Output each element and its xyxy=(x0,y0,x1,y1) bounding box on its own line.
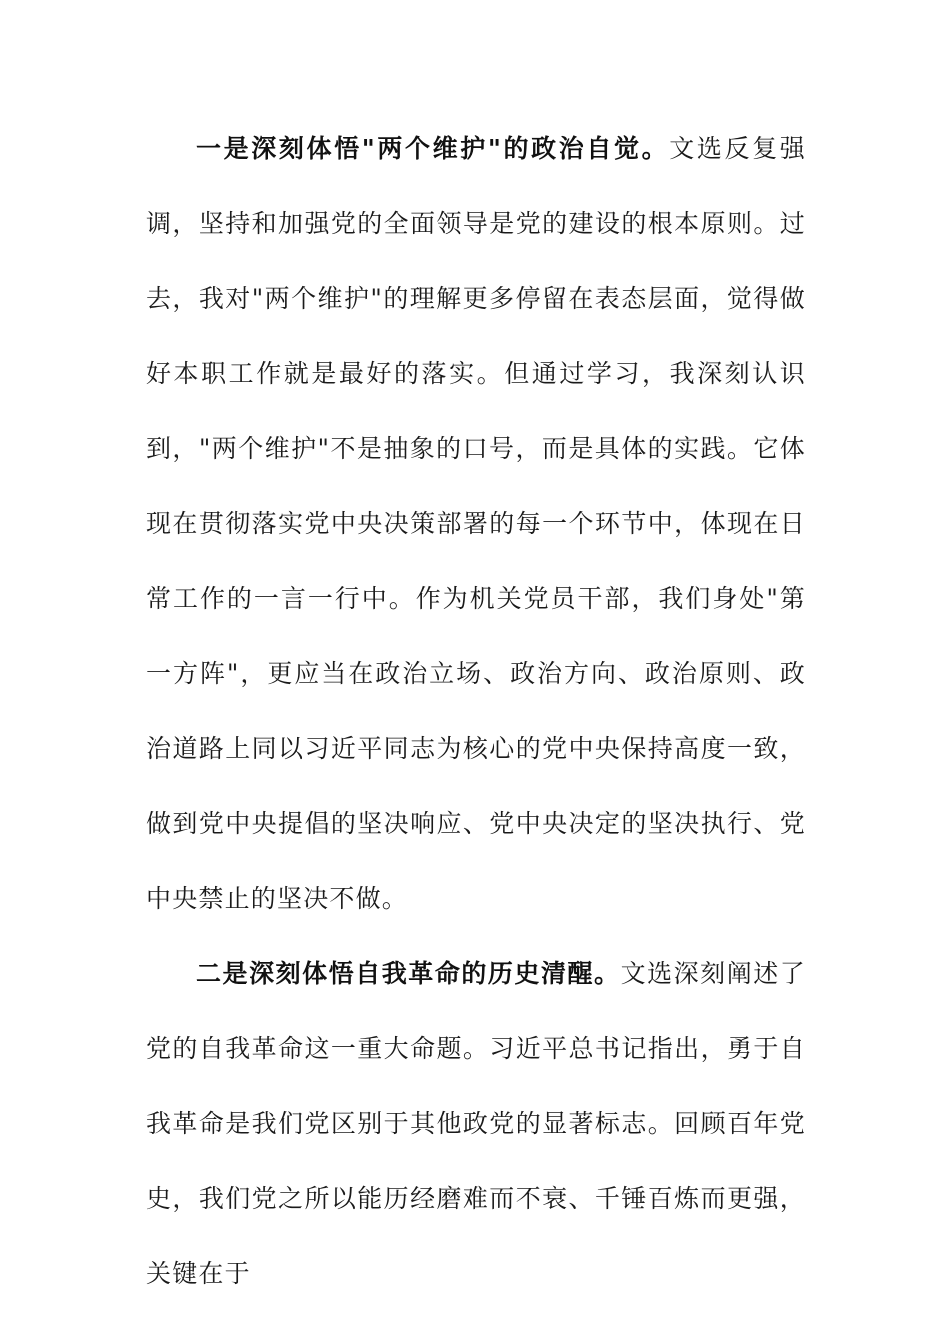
paragraph-2-lead: 二是深刻体悟自我革命的历史清醒。 xyxy=(196,959,621,988)
paragraph-2 xyxy=(146,936,806,1311)
paragraph-1 xyxy=(146,111,806,936)
paragraph-1-lead: 一是深刻体悟"两个维护"的政治自觉。 xyxy=(196,134,670,163)
document-body xyxy=(146,111,806,1311)
paragraph-1-text: 文选反复强调，坚持和加强党的全面领导是党的建设的根本原则。过去，我对"两个维护"的理解更多停留在表态层面，觉得做好本职工作就是最好的落实。但通过学习，我深刻认识到，"两个维护"不是抽象的口号，而是具体的实践。它体现在贯彻落实党中央决策部署的每一个环节中，体现在日常工作的一言一行中。作为机关党员干部，我们身处"第一方阵"，更应当在政治立场、政治方向、政治原则、政治道路上同以习近平同志为核心的党中央保持高度一致，做到党中央提倡的坚决响应、党中央决定的坚决执行、党中央禁止的坚决不做。 xyxy=(146,134,806,913)
paragraph-2-text: 文选深刻阐述了党的自我革命这一重大命题。习近平总书记指出，勇于自我革命是我们党区别于其他政党的显著标志。回顾百年党史，我们党之所以能历经磨难而不衰、千锤百炼而更强，关键在于 xyxy=(146,959,806,1288)
